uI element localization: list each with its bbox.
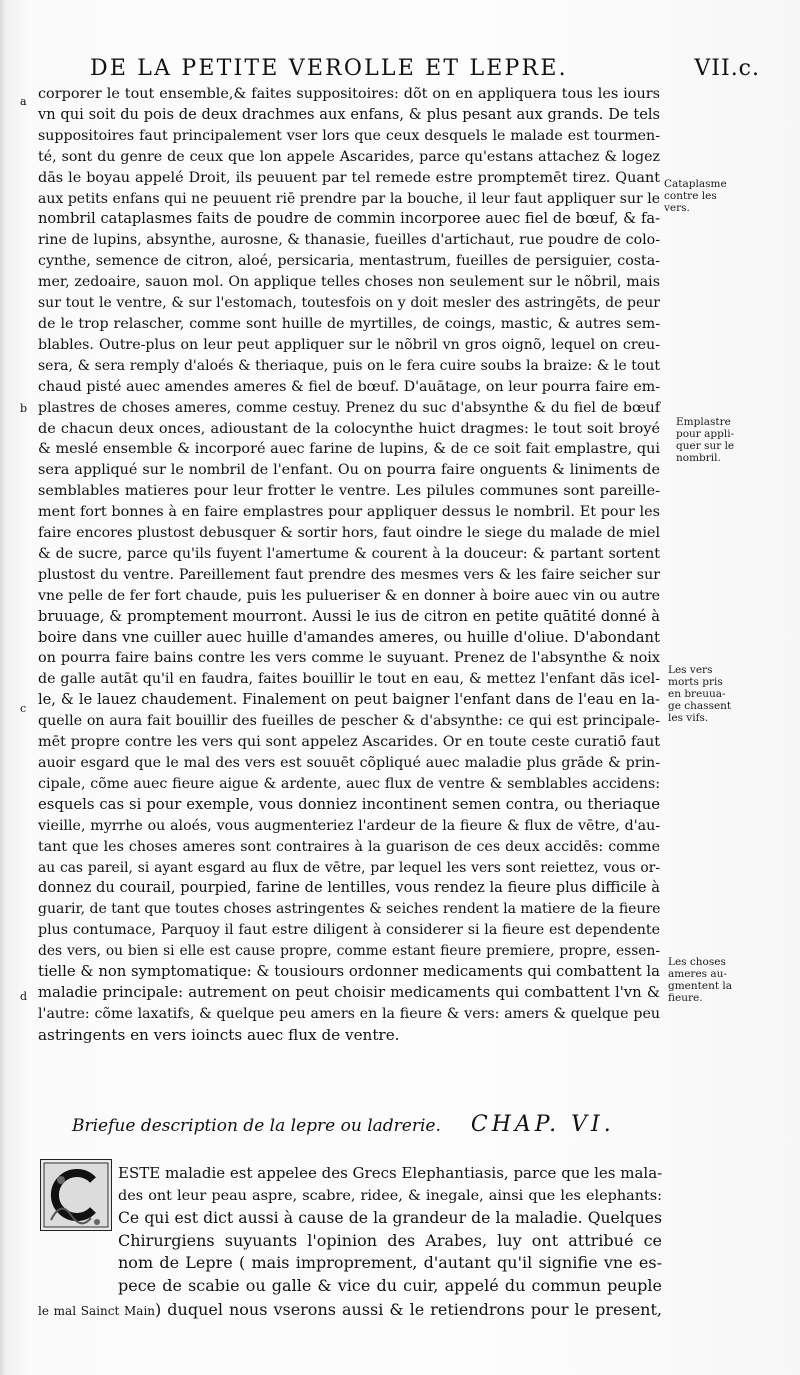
chapter-text <box>118 1162 662 1298</box>
body-text <box>38 84 660 1046</box>
body-line: sera, & sera remply d'aloés & theriaque, puis on le fera cuire soubs la braize: & le tout <box>38 357 660 374</box>
side-note-cataplasme: Cataplasme contre les vers. <box>664 178 727 214</box>
body-line: nombril cataplasmes faits de poudre de commin incorporee auec fiel de bœuf, & fa- <box>38 210 660 228</box>
folio-number: VII.c. <box>694 56 760 81</box>
body-line: faire encores plustost debusquer & sortir hors, faut oindre le siege du malade de miel <box>38 525 660 542</box>
last-line-margin: le mal Sainct Main <box>38 1304 156 1318</box>
body-line: & de sucre, parce qu'ils fuyent l'amertume & courent à la douceur: & partant sortent <box>38 545 660 562</box>
body-line: esquels cas si pour exemple, vous donniez incontinent semen contra, ou theriaque <box>38 795 660 813</box>
body-line: plastres de choses ameres, comme cestuy. Prenez du suc d'absynthe & du fiel de bœuf <box>38 399 660 416</box>
side-note-choses-ameres: Les choses ameres au- gmentent la fieure. <box>668 956 733 1004</box>
body-line: suppositoires faut principalement vser lors que ceux desquels le malade est tourmen- <box>38 127 660 144</box>
running-title: DE LA PETITE VEROLLE ET LEPRE. <box>90 56 568 81</box>
body-line: guarir, de tant que toutes choses astringentes & seiches rendent la matiere de la fieure <box>38 901 661 918</box>
chapter-line: Ce qui est dict aussi à cause de la grandeur de la maladie. Quelques <box>118 1209 662 1228</box>
body-line: vne pelle de fer fort chaude, puis les pulueriser & en donner à boire auec vin ou autre <box>38 587 660 604</box>
body-line: de chacun deux onces, adioustant de la colocynthe huict dragmes: le tout soit broyé <box>38 420 660 437</box>
body-line: donnez du courail, pourpied, farine de lentilles, vous rendez la fieure plus difficile à <box>38 879 660 897</box>
body-line: bruuage, & promptement mourront. Aussi le ius de citron en petite quātité donné à <box>38 607 660 625</box>
margin-marker-c: c <box>20 702 27 715</box>
body-line: boire dans vne cuiller auec huille d'amandes ameres, ou huille d'oliue. D'abondant <box>38 628 660 646</box>
running-header <box>90 56 760 81</box>
body-line: auoir esgard que le mal des vers est souuēt cõpliqué auec maladie plus grāde & prin- <box>38 755 660 771</box>
body-line: rine de lupins, absynthe, aurosne, & thanasie, fueilles d'artichaut, rue poudre de colo- <box>38 232 660 249</box>
body-line: on pourra faire bains contre les vers comme le suyuant. Prenez de l'absynthe & noix <box>38 650 660 667</box>
body-line: astringents en vers ioincts auec flux de ventre. <box>38 1025 400 1044</box>
body-line: quelle on aura fait bouillir des fueilles de pescher & d'absynthe: ce qui est principale- <box>38 713 660 730</box>
chapter-title: Briefue description de la lepre ou ladrerie. <box>72 1116 441 1136</box>
ornament-icon <box>41 1160 111 1230</box>
body-line: au cas pareil, si ayant esgard au flux de vētre, par lequel les vers sont reiettez, vous or- <box>38 859 660 876</box>
last-line-text: ) duquel nous vserons aussi & le retiendrons pour le present, <box>155 1300 662 1319</box>
body-line: mēt propre contre les vers qui sont appelez Ascarides. Or en toute ceste curatiō faut <box>38 734 660 751</box>
body-line: chaud pisté auec amendes ameres & fiel de bœuf. D'auātage, on leur pourra faire em- <box>38 378 660 395</box>
side-note-vers-morts: Les vers morts pris en breuua- ge chassent les vifs. <box>668 664 732 724</box>
body-line: dās le boyau appelé Droit, ils peuuent par tel remede estre promptemēt tirez. Quant <box>38 169 660 186</box>
body-line: vieille, myrrhe ou aloés, vous augmenteriez l'ardeur de la fieure & flux de vētre, d'au- <box>38 817 660 834</box>
body-line: aux petits enfans qui ne peuuent riē prendre par la bouche, il leur faut appliquer sur le <box>38 190 660 207</box>
body-line: vn qui soit du pois de deux drachmes aux enfans, & plus pesant aux grands. De tels <box>38 105 660 123</box>
chapter-line: pece de scabie ou galle & vice du cuir, appelé du commun peuple <box>118 1275 662 1295</box>
body-line: mer, zedoaire, sauon mol. On applique telles choses non seulement sur le nõbril, mais <box>38 274 660 291</box>
margin-marker-b: b <box>20 402 28 415</box>
body-line: tielle & non symptomatique: & tousiours ordonner medicaments qui combattent la <box>38 963 660 981</box>
chapter-line: nom de Lepre ( mais improprement, d'autant qu'il signifie vne es- <box>118 1253 662 1273</box>
side-note-emplastre: Emplastre pour appli- quer sur le nombril. <box>676 416 735 464</box>
body-line: blables. Outre-plus on leur peut appliquer sur le nõbril vn gros oignõ, lequel on creu- <box>38 336 660 353</box>
body-line: le, & le lauez chaudement. Finalement on peut baigner l'enfant dans de l'eau en la- <box>38 691 660 709</box>
body-line: plustost du ventre. Pareillement faut prendre des mesmes vers & les faire seicher sur <box>38 566 660 583</box>
body-line: de le trop relascher, comme sont huille de myrtilles, de coings, mastic, & autres sem- <box>38 315 660 332</box>
chapter-number: CHAP. VI. <box>470 1112 615 1137</box>
margin-marker-a: a <box>20 95 27 108</box>
body-line: de galle autāt qu'il en faudra, faites bouillir le tout en eau, & mettez l'enfant dās icel- <box>38 671 660 688</box>
body-line: cipale, cõme auec fieure aigue & ardente, auec flux de ventre & semblables accidens: <box>38 775 660 792</box>
chapter-last-line <box>38 1300 662 1319</box>
body-line: l'autre: cõme laxatifs, & quelque peu amers en la fieure & vers: amers & quelque peu <box>38 1005 660 1022</box>
body-line: tant que les choses ameres sont contraires à la guarison de ces deux accidēs: comme <box>38 838 660 855</box>
body-line: des vers, ou bien si elle est cause propre, comme estant fieure premiere, propre, essen- <box>38 943 660 960</box>
body-line: té, sont du genre de ceux que lon appele Ascarides, parce qu'estans attachez & logez <box>38 148 660 165</box>
body-line: & meslé ensemble & incorporé auec farine de lupins, & de ce soit fait emplastre, qui <box>38 441 660 458</box>
body-line: semblables matieres pour leur frotter le ventre. Les pilules communes sont pareille- <box>38 483 660 500</box>
margin-marker-d: d <box>20 990 28 1003</box>
body-line: maladie principale: autrement on peut choisir medicaments qui combattent l'vn & <box>38 983 660 1001</box>
body-line: ment fort bonnes à en faire emplastres pour appliquer dessus le nombril. Et pour les <box>38 504 660 521</box>
body-line: corporer le tout ensemble,& faites suppositoires: dõt on en appliquera tous les iours <box>38 86 660 102</box>
chapter-line: Chirurgiens suyuants l'opinion des Arabes, luy ont attribué ce <box>118 1230 662 1250</box>
chapter-heading <box>72 1112 632 1137</box>
ornamental-initial <box>40 1159 112 1231</box>
chapter-line: ESTE maladie est appelee des Grecs Elephantiasis, parce que les mala- <box>118 1164 663 1182</box>
body-line: cynthe, semence de citron, aloé, persicaria, mentastrum, fueilles de persiguier, costa- <box>38 253 660 270</box>
body-line: plus contumace, Parquoy il faut estre diligent à considerer si la fieure est dependente <box>38 922 660 939</box>
body-line: sur tout le ventre, & sur l'estomach, toutesfois on y doit mesler des astringēts, de peur <box>38 295 660 312</box>
chapter-line: des ont leur peau aspre, scabre, ridee, & inegale, ainsi que les elephants: <box>118 1187 662 1204</box>
body-line: sera appliqué sur le nombril de l'enfant. Ou on pourra faire onguents & liniments de <box>38 462 660 479</box>
